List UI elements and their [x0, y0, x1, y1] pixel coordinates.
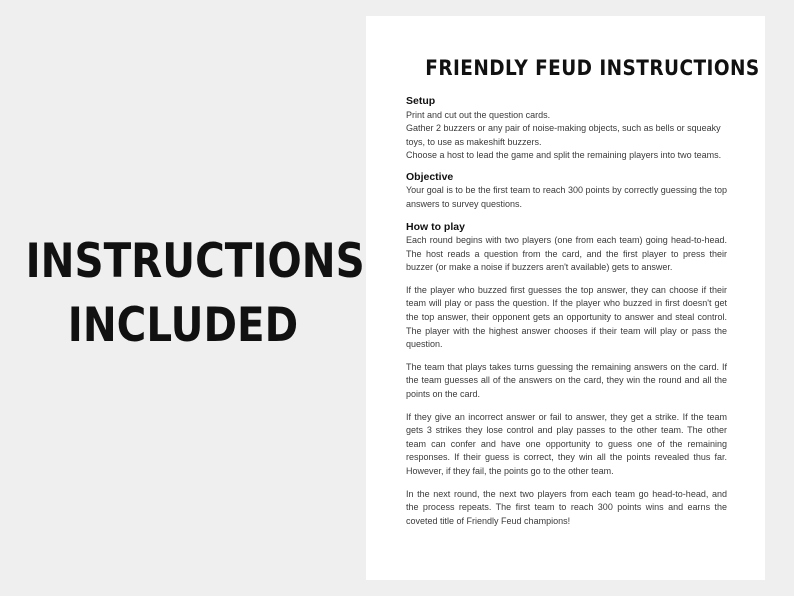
how-to-play-heading: How to play [406, 220, 465, 233]
how-to-play-section [406, 221, 727, 529]
how-to-play-paragraph: If they give an incorrect answer or fail to answer, they get a strike. If the team gets 3 strikes they lose control and play passes to the other team. The other team can confer and have one opportunity to guess one of the remaining responses. If their guess is correct, they win all the points revealed thus far. However, if they fail, the points go to the other team. [406, 411, 727, 476]
setup-line: Print and cut out the question cards. [406, 109, 551, 120]
promo-line-included: INCLUDED [67, 298, 299, 353]
how-to-play-paragraph: In the next round, the next two players from each team go head-to-head, and the process repeats. The first team to reach 300 points wins and earns the coveted title of Friendly Feud champions! [406, 488, 727, 526]
how-to-play-paragraph: If the player who buzzed first guesses the top answer, they can choose if their team will play or pass the question. If the player who buzzed in first doesn't get the top answer, their opponent gets an opportunity to answer and steal control. The player with the highest answer chooses if their team will play or pass the question. [406, 284, 727, 350]
setup-section [406, 95, 727, 163]
setup-line: Gather 2 buzzers or any pair of noise-making objects, such as bells or squeaky toys, to use as makeshift buzzers. [406, 123, 721, 147]
sheet-title: FRIENDLY FEUD INSTRUCTIONS [425, 56, 760, 80]
objective-heading: Objective [406, 170, 454, 183]
how-to-play-paragraph: Each round begins with two players (one from each team) going head-to-head. The host reads a question from the card, and the first player to press their buzzer (or make a noise if buzzers aren't available) gets to answer. [406, 235, 727, 273]
how-to-play-paragraph: The team that plays takes turns guessing the remaining answers on the card. If the team guesses all of the answers on the card, they win the round and all the points on the card. [406, 361, 727, 399]
promo-banner [0, 230, 366, 358]
setup-line: Choose a host to lead the game and split the remaining players into two teams. [406, 150, 722, 161]
objective-section [406, 171, 727, 212]
setup-heading: Setup [406, 95, 436, 107]
promo-line-instructions: INSTRUCTIONS [25, 234, 365, 289]
objective-text: Your goal is to be the first team to reach 300 points by correctly guessing the top answers to survey questions. [406, 185, 727, 209]
instruction-sheet [366, 16, 765, 580]
